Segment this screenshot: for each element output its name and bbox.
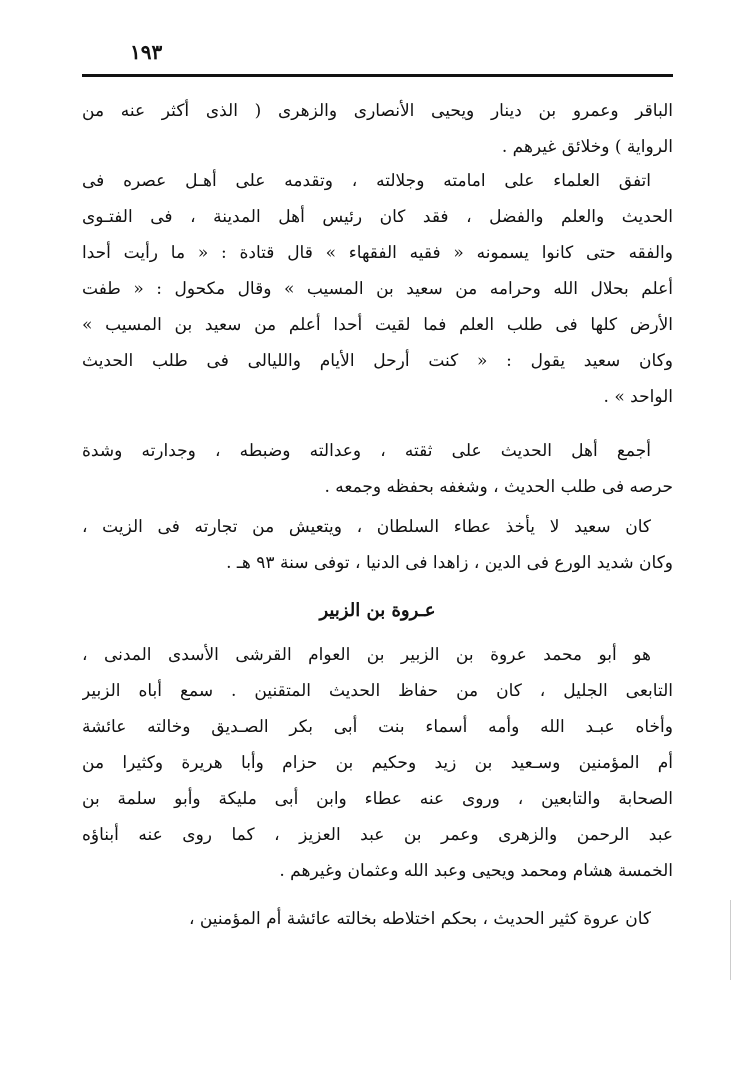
header-rule <box>82 74 673 77</box>
text-line: وكان سعيد يقول : « كنت أرحل الأيام والليالى فى طلب الحديث <box>82 351 673 371</box>
text-line: كان سعيد لا يأخذ عطاء السلطان ، ويتعيش من تجارته فى الزيت ، <box>82 517 651 537</box>
text-line: حرصه فى طلب الحديث ، وشغفه بحفظه وجمعه . <box>324 477 673 497</box>
text-line: التابعى الجليل ، كان من حفاظ الحديث المتقنين . سمع أباه الزبير <box>82 681 673 701</box>
text-line: الصحابة والتابعين ، وروى عنه عطاء وابن أبى مليكة وأبو سلمة بن <box>82 789 673 809</box>
text-line: عبد الرحمن والزهرى وعمر بن عبد العزيز ، كما روى عنه أبناؤه <box>82 825 673 845</box>
text-line: الواحد » . <box>603 387 673 407</box>
page-margin-mark <box>730 900 731 980</box>
text-line: وكان شديد الورع فى الدين ، زاهدا فى الدنيا ، توفى سنة ٩٣ هـ . <box>226 553 673 573</box>
text-line: اتفق العلماء على امامته وجلالته ، وتقدمه على أهـل عصره فى <box>82 171 651 191</box>
text-line: الخمسة هشام ومحمد ويحيى وعبد الله وعثمان وغيرهم . <box>279 861 673 881</box>
text-line: كان عروة كثير الحديث ، بحكم اختلاطه بخالته عائشة أم المؤمنين ، <box>188 909 651 929</box>
section-heading: عـروة بن الزبير <box>319 600 436 621</box>
text-line: أجمع أهل الحديث على ثقته ، وعدالته وضبطه ، وجدارته وشدة <box>82 441 651 461</box>
text-line: الحديث والعلم والفضل ، فقد كان رئيس أهل المدينة ، فى الفتـوى <box>82 207 673 227</box>
text-line: هو أبو محمد عروة بن الزبير بن العوام القرشى الأسدى المدنى ، <box>82 645 651 665</box>
text-line: وأخاه عبـد الله وأمه أسماء بنت أبى بكر الصـديق وخالته عائشة <box>82 717 673 737</box>
text-line: والفقه حتى كانوا يسمونه « فقيه الفقهاء » قال قتادة : « ما رأيت أحدا <box>82 243 673 263</box>
text-line: الأرض كلها فى طلب العلم فما لقيت أحدا أعلم من سعيد بن المسيب » <box>82 315 673 335</box>
text-line: أم المؤمنين وسـعيد بن زيد وحكيم بن حزام وأبا هريرة وكثيرا من <box>82 753 673 773</box>
page-number: ١٩٣ <box>130 40 163 64</box>
text-line: أعلم بحلال الله وحرامه من سعيد بن المسيب » وقال مكحول : « طفت <box>82 279 673 299</box>
text-line: الباقر وعمرو بن دينار ويحيى الأنصارى والزهرى ( الذى أكثر عنه من <box>82 101 673 121</box>
text-line: الرواية ) وخلائق غيرهم . <box>501 137 673 157</box>
